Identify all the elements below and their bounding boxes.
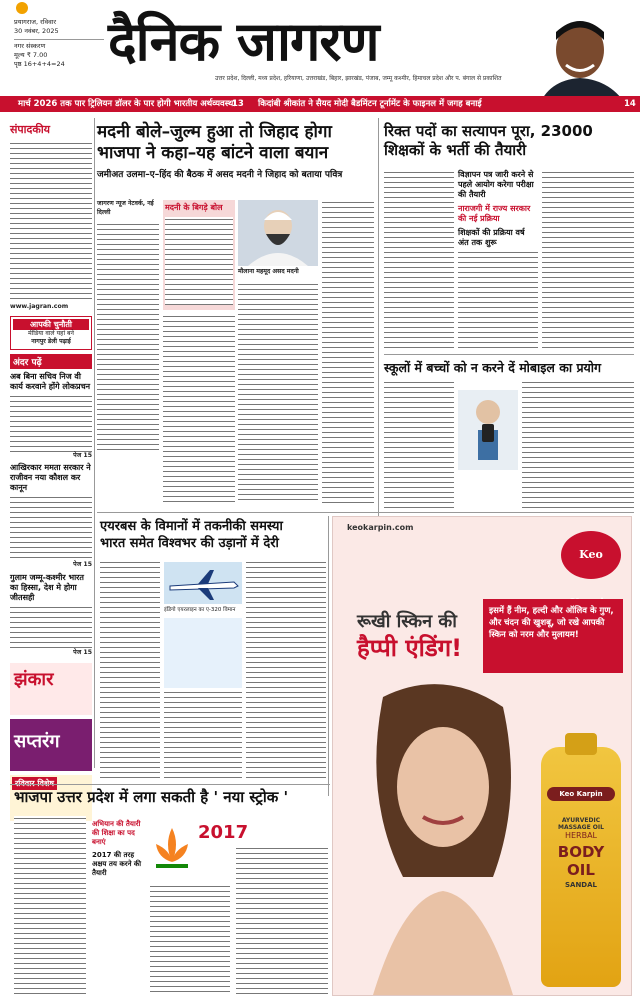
topbar-right[interactable]: किदांबी श्रीकांत ने सैयद मोदी बैडमिंटन टूर्नामेंट के फाइनल में जगह बनाई <box>258 99 482 109</box>
jhankar-promo[interactable] <box>10 663 92 715</box>
right-box3: शिक्षकों की प्रक्रिया वर्ष अंत तक शुरू <box>458 228 525 247</box>
air-col2 <box>164 690 242 780</box>
bottle-cap <box>565 733 597 755</box>
lead-head1[interactable]: मदनी बोले–जुल्म हुआ तो जिहाद होगा <box>97 122 332 142</box>
right-boxes <box>458 170 538 248</box>
lead-sub: जमीअत उलमा–ए–हिंद की बैठक में असद मदनी ने जिहाद को बताया पवित्र <box>97 170 343 180</box>
story3-text <box>10 605 92 649</box>
airplane-photo <box>164 562 242 604</box>
sun-logo-icon <box>16 2 28 14</box>
right-col3 <box>542 170 634 350</box>
editorial-text <box>10 141 92 301</box>
story1-text <box>10 394 92 452</box>
bottom-col3 <box>236 846 328 996</box>
edition: नगर संस्करण <box>14 39 104 51</box>
story2-page: पेज 15 <box>73 561 92 568</box>
bottom-year: 2017 <box>198 822 249 843</box>
bottle-tag: AYURVEDIC MASSAGE OIL <box>558 817 604 831</box>
right-head2[interactable]: शिक्षकों के भर्ती की तैयारी <box>384 141 527 159</box>
keo-karpin-ad[interactable] <box>332 516 632 996</box>
jhankar-title: झंकार <box>14 669 54 690</box>
lead-box-head: मदनी के बिगड़े बोल <box>165 203 223 212</box>
right-head1[interactable]: रिक्त पदों का सत्यापन पूरा, 23000 <box>384 122 593 140</box>
right-box2: नाराजगी में राज्य सरकार की नई प्रक्रिया <box>458 204 531 223</box>
date: 30 नवंबर, 2025 <box>14 27 59 35</box>
oil-bottle <box>541 747 621 987</box>
story1-page: पेज 15 <box>73 451 92 459</box>
divider <box>384 354 634 355</box>
editorial-head: संपादकीय <box>10 123 51 136</box>
school-head[interactable]: स्कूलों में बच्चों को न करने दें मोबाइल का प्रयोग <box>384 360 602 375</box>
bottom-box2: 2017 की तरह अक्षय तय करने की तैयारी <box>92 851 142 877</box>
lead-col2 <box>163 314 235 504</box>
bottom-head[interactable]: भाजपा उत्तर प्रदेश में लगा सकती है ' नया स्ट्रोक ' <box>14 788 289 806</box>
air-story <box>100 518 330 552</box>
divider <box>10 784 330 785</box>
right-col2 <box>458 250 538 350</box>
lotus-icon <box>150 822 194 880</box>
school-col2 <box>522 380 634 510</box>
air-head2[interactable]: भारत समेत विश्वभर की उड़ानों में देरी <box>100 536 279 551</box>
air-col1 <box>100 560 160 780</box>
ad-copy: इसमें हैं नीम, हल्दी और ऑलिव के गुण, और चंदन की खुशबू, जो रखे आपकी स्किन को नरम और मुलायम! <box>483 599 623 673</box>
air-caption: इंडिगो एयरलाइन का ए-320 विमान <box>164 607 236 613</box>
lead-col4 <box>322 200 374 504</box>
bottle-flavor: SANDAL <box>564 881 597 889</box>
air-head1[interactable]: एयरबस के विमानों में तकनीकी समस्या <box>100 519 283 534</box>
story1-head[interactable]: अब बिना सचिव निज वी कार्य करवाने होंगे लोकप्रचन <box>10 371 91 391</box>
lead-head2[interactable]: भाजपा ने कहा–यह बांटने वाला बयान <box>97 143 329 163</box>
right-col1 <box>384 170 454 350</box>
saptrang-title: सप्तरंग <box>14 731 60 752</box>
promo-item: नागपुर डेली पढ़ाई <box>31 338 71 345</box>
story2-head[interactable]: आखिरकार ममता सरकार ने राजीवन नया कौशल कर कानून <box>10 463 91 492</box>
lead-box-text <box>165 217 233 305</box>
bottom-col1 <box>14 816 86 996</box>
madani-photo <box>238 200 318 266</box>
story2-text <box>10 495 92 561</box>
story3-page: पेज 15 <box>73 648 92 656</box>
lead-col3 <box>238 282 318 504</box>
newspaper-title: दैनिक जागरण <box>108 9 379 73</box>
bottle-herbal: HERBAL <box>564 831 598 840</box>
lead-col1 <box>97 222 159 452</box>
topbar-right-page: 14 <box>624 99 636 109</box>
divider <box>94 118 95 768</box>
right-box1: विज्ञापन पत्र जारी करने से पहले आयोग करेगा परीक्षा की तैयारी <box>458 170 534 199</box>
ad-site[interactable]: keokarpin.com <box>347 523 414 532</box>
ad-brand-logo: Keo <box>561 531 621 579</box>
topbar-left[interactable]: मार्च 2026 तक पार ट्रिलियन डॉलर के पार होगी भारतीय अर्थव्यवस्था <box>18 99 236 109</box>
divider <box>328 516 329 796</box>
price: मूल्य ₹ 7.00 <box>14 51 48 59</box>
masthead-info <box>14 18 104 69</box>
promo-sub: मीडिया वाले यहां बने <box>28 329 74 337</box>
top-news-bar <box>0 96 640 112</box>
bottom-col2 <box>150 884 230 996</box>
air-col3 <box>246 560 326 780</box>
right-story <box>384 122 634 160</box>
model-photo <box>343 677 543 995</box>
promo-head: आपकी चुनौती <box>13 319 89 330</box>
bottle-brand: Keo Karpin <box>547 787 615 801</box>
pages: पृष्ठ 16+4+4=24 <box>14 60 65 68</box>
lead-story <box>97 122 372 180</box>
bottom-boxes <box>92 820 148 878</box>
editions-line: उत्तर प्रदेश, दिल्ली, मध्य प्रदेश, हरियाणा, उत्तराखंड, बिहार, झारखंड, पंजाब, जम्मू कश्मीर, हिमाचल प्रदेश और प. बंगाल से प्रकाशित <box>215 75 502 82</box>
bottle-product: BODY OIL <box>557 843 605 879</box>
topbar-left-page: 13 <box>232 99 244 109</box>
city-day: प्रयागराज, रविवार <box>14 18 57 26</box>
masthead <box>0 0 640 96</box>
ad-head1: रूखी स्किन की <box>357 611 457 632</box>
website[interactable]: www.jagran.com <box>10 303 69 310</box>
lead-byline: जागरण न्यूज नेटवर्क, नई दिल्ली <box>97 200 154 216</box>
inside-head: अंदर पढ़ें <box>10 354 92 369</box>
lead-box <box>163 200 235 310</box>
story3-head[interactable]: गुलाम जम्मू-कश्मीर भारत का हिस्सा, देश मे होगा जीतसही <box>10 572 84 602</box>
air-box <box>164 618 242 688</box>
divider <box>378 118 379 518</box>
bottom-box1: अभियान की तैयारी की शिक्षा का पद बनाएं <box>92 820 141 846</box>
player-photo <box>518 10 638 108</box>
school-col1 <box>384 380 454 510</box>
madani-caption: मौलाना महमूद असद मदनी <box>238 268 299 275</box>
saptrang-promo[interactable] <box>10 719 92 771</box>
child-phone-photo <box>458 390 518 470</box>
ad-head2: हैप्पी एंडिंग! <box>357 634 463 662</box>
divider <box>97 512 634 513</box>
